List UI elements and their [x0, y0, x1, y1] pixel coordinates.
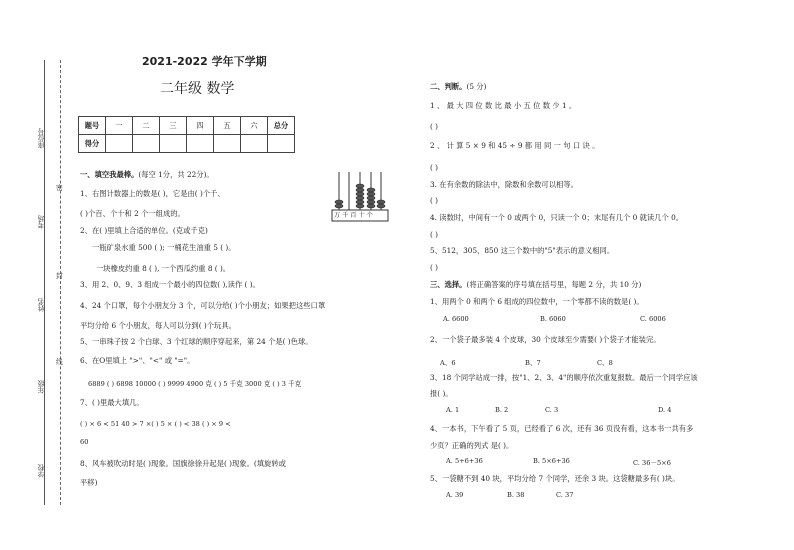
cell: 四: [187, 117, 214, 135]
sidebar-label-school: 学校: [38, 464, 46, 478]
seal-mark-feng: 封: [56, 272, 63, 280]
q2-line3: 一块橡皮约重 8 ( ), 一个西瓜约重 8 ( )。: [96, 264, 231, 273]
section-1-title-row: [80, 170, 214, 180]
score-cell[interactable]: [268, 135, 295, 153]
q5: 5、一串珠子按 2 个白球、3 个红球的顺序穿起来，第 24 个是( )色球。: [80, 337, 313, 346]
choice-2-option-a[interactable]: A、6: [440, 359, 456, 367]
choice-1: 1、用两个 0 和两个 6 组成的四位数中，一个零都不读的数是( )。: [430, 297, 644, 306]
cell: 总分: [268, 117, 295, 135]
q6-items: 6889 ( ) 6898 10000 ( ) 9999 4900 克 ( ) 5 千克 3000 克 ( ) 3 千克: [88, 380, 302, 388]
score-cell[interactable]: [214, 135, 241, 153]
cell: 题号: [79, 117, 106, 135]
choice-3-option-c[interactable]: C. 3: [545, 406, 559, 414]
section-score: (将正确答案的序号填在括号里，每题 2 分，共 10 分): [466, 280, 642, 289]
choice-4-option-c[interactable]: C. 36－5×6: [633, 459, 671, 467]
exam-year: 2021-2022 学年下学期: [142, 55, 267, 68]
q4-line2: 平均分给 6 个小朋友，每人可以分到( )个玩具。: [80, 321, 236, 330]
binding-line: [44, 60, 45, 505]
choice-1-option-a[interactable]: A. 6600: [443, 315, 469, 323]
choice-5: 5、一袋糖不到 40 块，平均分给 7 个同学，还余 3 块。这袋糖最多有( )块。: [430, 474, 680, 483]
sidebar-label-seat: 座位号: [38, 128, 46, 149]
sidebar-label-grade: 年级: [38, 380, 46, 394]
score-cell[interactable]: [187, 135, 214, 153]
judge-4: 4. 读数时，中间有一个 0 或两个 0，只读一个 0；末尾有几个 0 就读几个 0。: [430, 213, 684, 222]
sidebar-label-name: 姓名: [38, 298, 46, 312]
score-cell[interactable]: [133, 135, 160, 153]
section-2-title-row: [430, 82, 486, 92]
cell: 五: [214, 117, 241, 135]
seal-mark-mi: 密: [56, 184, 63, 192]
score-table-header-row: [79, 117, 295, 135]
q6: 6、在O里填上 ">"、"<" 或 "="。: [80, 356, 195, 365]
choice-5-option-a[interactable]: A. 39: [446, 491, 464, 499]
score-table-score-row: [79, 135, 295, 153]
choice-4-line2: 少页？正确的列式 是( )。: [430, 441, 514, 450]
cell: 二: [133, 117, 160, 135]
choice-4-option-a[interactable]: A. 5+6+36: [446, 457, 483, 465]
cell: 三: [160, 117, 187, 135]
q7-items: ( ) × 6 < 51 40 > 7 ×( ) 5 × ( ) < 38 ( ) × 9 <: [80, 420, 231, 428]
cell: 一: [106, 117, 133, 135]
q1-line1: 1、右图计数器上的数是( )，它是由( )个千、: [80, 189, 225, 198]
score-cell[interactable]: [106, 135, 133, 153]
sidebar-label-room: 考场: [38, 215, 46, 229]
choice-5-option-b[interactable]: B. 38: [507, 491, 525, 499]
section-title: 一、填空我最棒。: [80, 170, 139, 179]
choice-1-option-b[interactable]: B. 6060: [540, 315, 566, 323]
q7-items-cont: 60: [80, 438, 89, 446]
q3: 3、用 2、0、9、3 组成一个最小的四位数( ),读作 ( )。: [80, 280, 260, 289]
choice-3-option-d[interactable]: D. 4: [658, 406, 672, 414]
section-score: (5 分): [466, 82, 487, 91]
abacus-image: [331, 166, 389, 222]
score-cell[interactable]: [160, 135, 187, 153]
judge-4-answer[interactable]: ( ): [430, 230, 439, 239]
exam-subject: 二年级 数学: [160, 81, 235, 97]
q2-line2: 一瓶矿泉水重 500 ( ); 一桶花生油重 5 ( )。: [92, 243, 236, 252]
choice-1-option-c[interactable]: C. 6006: [640, 315, 666, 323]
score-cell[interactable]: [241, 135, 268, 153]
abacus-label: 万 千 百 十 个: [334, 212, 373, 219]
judge-5: 5、512，305，850 这三个数中的"5"表示的意义相同。: [430, 246, 615, 255]
q7: 7、( )里最大填几。: [80, 398, 144, 407]
cell: 六: [241, 117, 268, 135]
judge-1-answer[interactable]: ( ): [430, 122, 439, 131]
judge-5-answer[interactable]: ( ): [430, 263, 439, 272]
choice-3-line2: 报( )。: [430, 389, 453, 398]
seal-dashed-line: [60, 60, 61, 505]
judge-2-answer[interactable]: ( ): [430, 163, 439, 172]
choice-4-option-b[interactable]: B. 5×6+36: [533, 457, 570, 465]
cell: 得分: [79, 135, 106, 153]
judge-3-answer[interactable]: ( ): [430, 196, 439, 205]
section-title: 三、选择。: [430, 280, 467, 289]
judge-3: 3. 在有余数的除法中，除数和余数可以相等。: [430, 180, 578, 189]
choice-3-option-b[interactable]: B. 2: [495, 406, 509, 414]
q1-line2: ( )个百、个十和 2 个一组成的。: [80, 209, 185, 218]
choice-2: 2、一个袋子最多装 4 个皮球，30 个皮球至少需要( )个袋子才能装完。: [430, 335, 661, 344]
judge-2: 2 、 计 算 5 × 9 和 45 ÷ 9 都 用 同 一 句 口 诀 。: [430, 141, 600, 150]
q8-line2: 平移): [80, 478, 98, 487]
judge-1: 1 、 最 大 四 位 数 比 最 小 五 位 数 少 1 。: [430, 101, 577, 110]
section-title: 二、判断。: [430, 82, 467, 91]
choice-2-option-b[interactable]: B、7: [525, 359, 541, 367]
q4-line1: 4、24 个口罩，每个小朋友分 3 个，可以分给( )个小朋友；如果把这些口罩: [80, 301, 326, 310]
choice-2-option-c[interactable]: C、8: [597, 359, 613, 367]
q2-line1: 2、在( )里填上合适的单位。(克或千克): [80, 226, 208, 235]
choice-4-line1: 4、一本书，下午看了 5 页，已经看了 6 次，还有 36 页没有看，这本书一共有多: [430, 424, 694, 433]
choice-5-option-c[interactable]: C. 37: [556, 491, 574, 499]
score-table: [78, 116, 295, 153]
seal-mark-xian: 线: [56, 358, 63, 366]
section-score: (每空 1分，共 22分)。: [138, 170, 214, 179]
choice-3-line1: 3、18 个同学站成一排，按"1、2、3、4"的顺序依次重复报数。最后一个同学应该: [430, 373, 698, 382]
choice-3-option-a[interactable]: A. 1: [446, 406, 460, 414]
section-3-title-row: [430, 280, 641, 290]
q8-line1: 8、风车被吹动时是( )现象。国旗徐徐升起是( )现象。(填旋转或: [80, 459, 286, 468]
